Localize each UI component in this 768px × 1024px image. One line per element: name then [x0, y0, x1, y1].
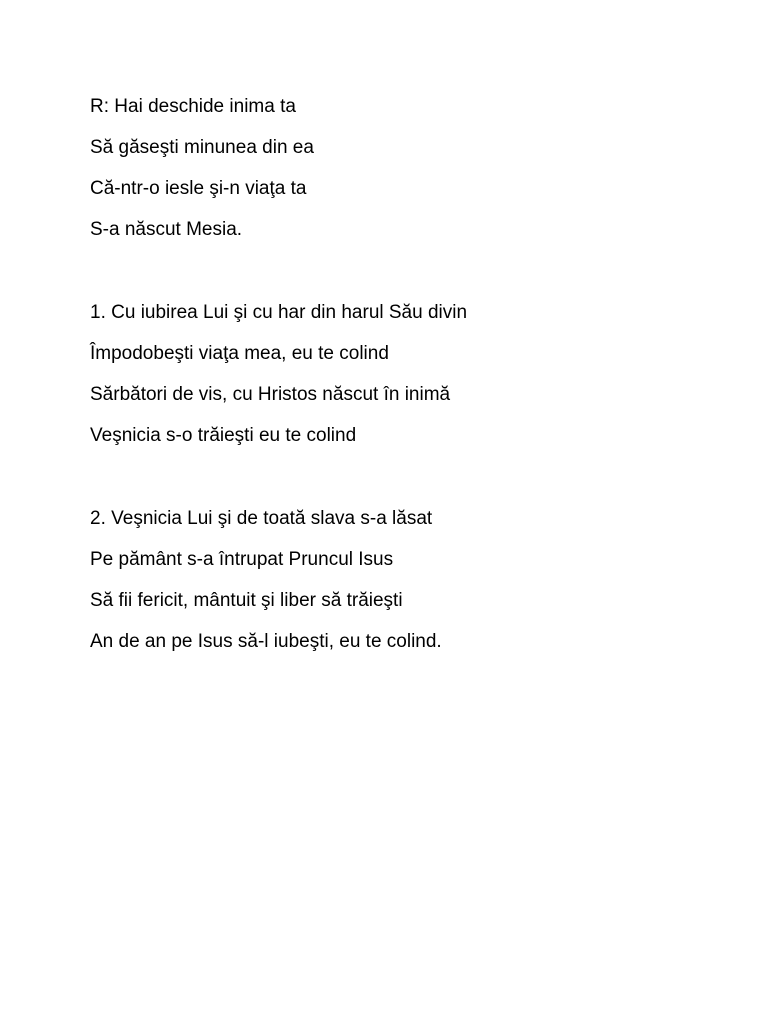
refrain-stanza: [90, 92, 730, 256]
verse-1-stanza: [90, 298, 730, 462]
lyric-line: Să fii fericit, mântuit şi liber să trăieşti: [90, 590, 403, 611]
lyric-line: 2. Veşnicia Lui şi de toată slava s-a lăsat: [90, 508, 433, 529]
lyric-line: R: Hai deschide inima ta: [90, 96, 296, 117]
lyric-line: Sărbători de vis, cu Hristos născut în inimă: [90, 384, 451, 405]
lyrics-text: [90, 92, 730, 710]
lyric-line: S-a născut Mesia.: [90, 219, 243, 240]
lyric-line: 1. Cu iubirea Lui şi cu har din harul Său divin: [90, 302, 468, 323]
verse-2-stanza: [90, 504, 730, 668]
lyric-line: Veşnicia s-o trăieşti eu te colind: [90, 425, 357, 446]
lyric-line: An de an pe Isus să-l iubeşti, eu te colind.: [90, 631, 442, 652]
lyric-line: Că-ntr-o iesle şi-n viaţa ta: [90, 178, 307, 199]
lyric-line: Să găseşti minunea din ea: [90, 137, 314, 158]
lyric-line: Împodobeşti viaţa mea, eu te colind: [90, 343, 389, 364]
lyric-line: Pe pământ s-a întrupat Pruncul Isus: [90, 549, 394, 570]
